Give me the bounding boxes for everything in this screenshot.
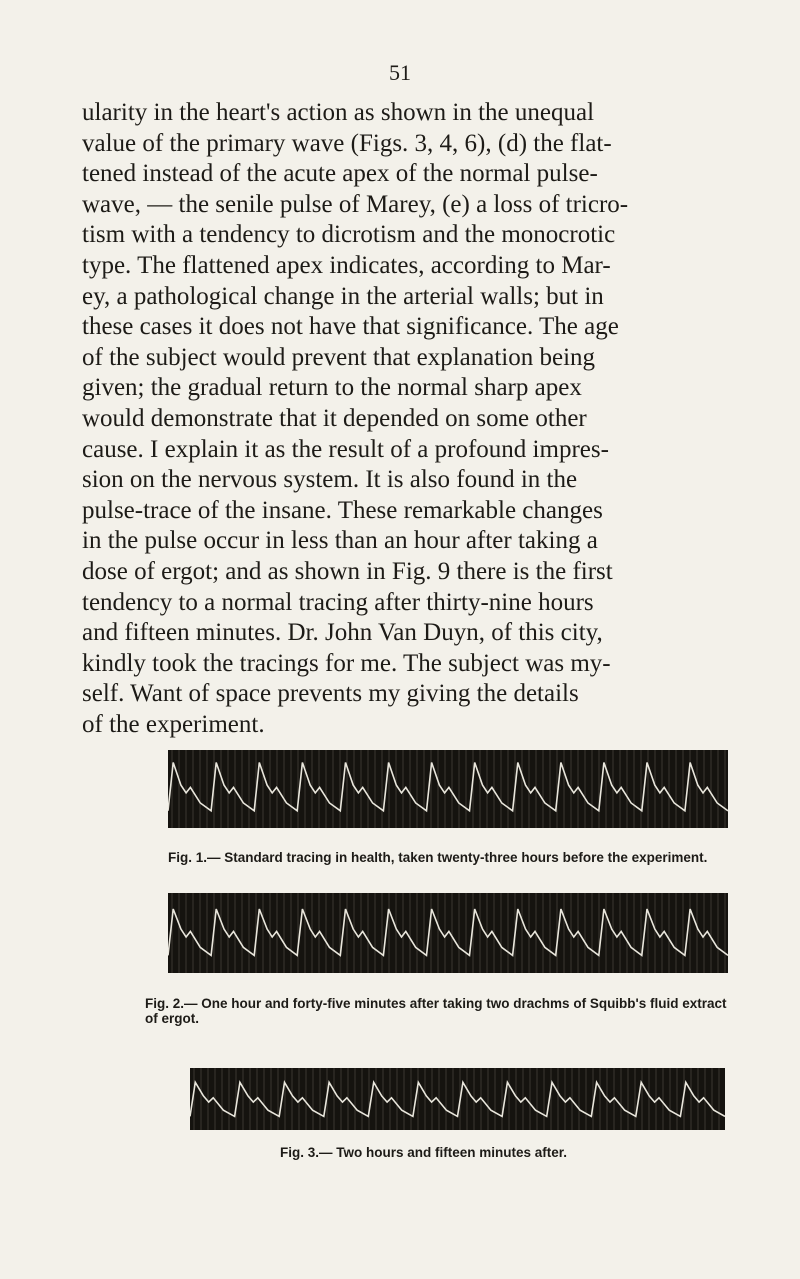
- body-line: sion on the nervous system. It is also found in the: [82, 466, 578, 494]
- page-number: 51: [389, 60, 411, 85]
- body-line: in the pulse occur in less than an hour after taking a: [82, 527, 598, 555]
- fig3-caption: [280, 1145, 680, 1160]
- fig3-pulse-tracing: [190, 1068, 725, 1130]
- body-line: tendency to a normal tracing after thirty-nine hours: [82, 588, 594, 616]
- body-line: tened instead of the acute apex of the normal pulse-: [82, 160, 598, 188]
- body-line: tism with a tendency to dicrotism and the monocrotic: [82, 221, 616, 249]
- fig3-caption-text: — Two hours and fifteen minutes after.: [319, 1145, 568, 1160]
- body-line: ularity in the heart's action as shown in the unequal: [82, 99, 595, 126]
- body-line: these cases it does not have that significance. The age: [82, 313, 619, 341]
- body-line: would demonstrate that it depended on some other: [82, 404, 587, 432]
- fig1-caption: [168, 850, 748, 865]
- body-line: of the subject would prevent that explanation being: [82, 343, 596, 371]
- body-line: dose of ergot; and as shown in Fig. 9 there is the first: [82, 557, 613, 585]
- body-line: self. Want of space prevents my giving the details: [82, 680, 579, 708]
- body-line: of the experiment.: [82, 710, 265, 738]
- fig3-label: Fig. 3.: [280, 1145, 320, 1160]
- body-line: ey, a pathological change in the arterial walls; but in: [82, 282, 604, 310]
- fig2-caption: [145, 996, 765, 1026]
- body-line: type. The flattened apex indicates, according to Mar-: [82, 251, 611, 279]
- fig2-pulse-tracing: [168, 893, 728, 973]
- pulse-wave-line: [168, 763, 728, 811]
- fig2-caption-line2: of ergot.: [145, 1011, 199, 1026]
- fig1-caption-text: — Standard tracing in health, taken twenty-three hours before the experiment.: [207, 850, 708, 865]
- fig1-label: Fig. 1.: [168, 850, 208, 865]
- body-line: value of the primary wave (Figs. 3, 4, 6), (d) the flat-: [82, 129, 612, 157]
- body-line: kindly took the tracings for me. The subject was my-: [82, 649, 611, 677]
- fig1-pulse-tracing: [168, 750, 728, 828]
- pulse-wave-line: [168, 909, 728, 955]
- body-line: given; the gradual return to the normal sharp apex: [82, 374, 582, 402]
- body-line: cause. I explain it as the result of a profound impres-: [82, 435, 609, 463]
- pulse-wave-line: [190, 1082, 725, 1116]
- body-line: pulse-trace of the insane. These remarkable changes: [82, 496, 603, 524]
- fig2-label: Fig. 2.: [145, 996, 185, 1011]
- body-line: wave, — the senile pulse of Marey, (e) a loss of tricro-: [82, 190, 629, 218]
- body-line: and fifteen minutes. Dr. John Van Duyn, of this city,: [82, 619, 603, 647]
- fig2-caption-text: — One hour and forty-five minutes after taking two drachms of Squibb's fluid extract: [184, 996, 727, 1011]
- body-text: [82, 98, 732, 740]
- fig2-caption-line1: [145, 996, 765, 1011]
